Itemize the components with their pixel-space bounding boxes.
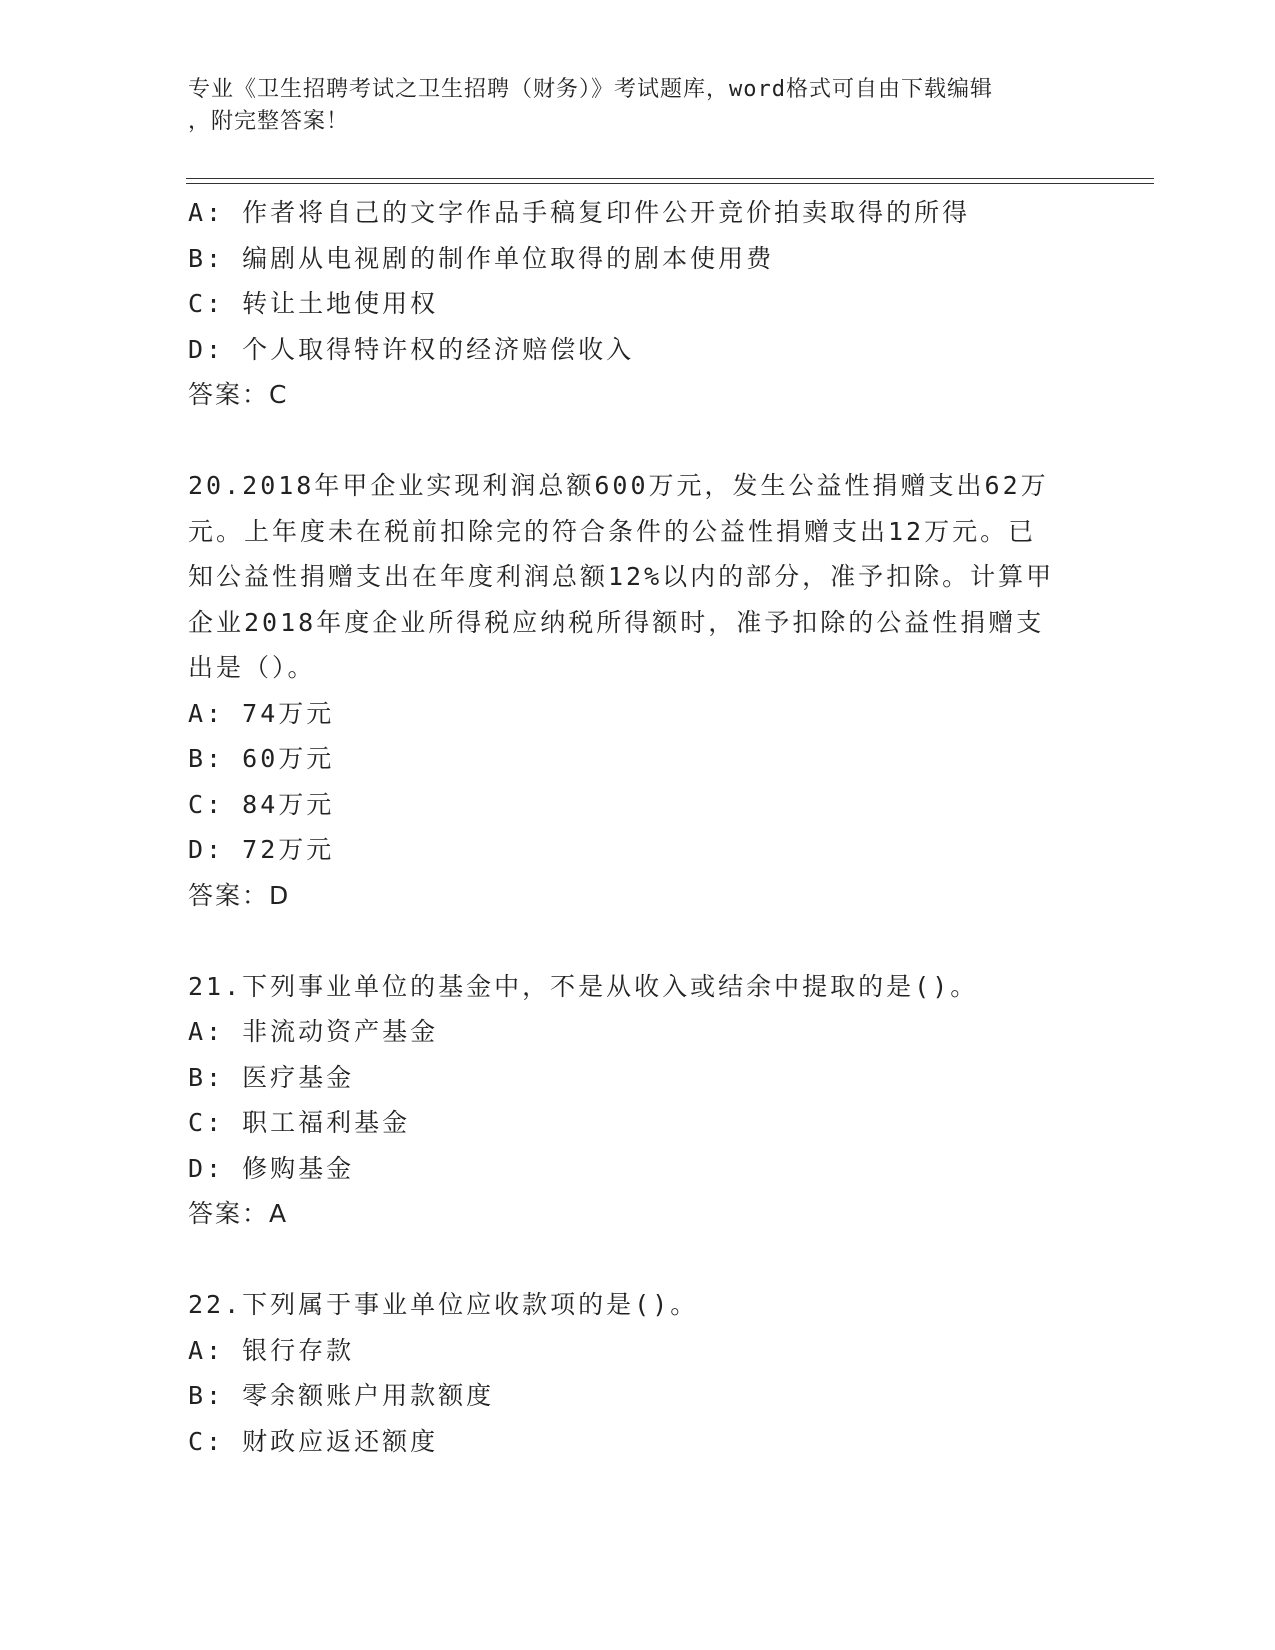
stem-line: 20.2018年甲企业实现利润总额600万元，发生公益性捐赠支出62万	[188, 471, 1049, 500]
header-divider-bottom	[186, 183, 1154, 184]
option-a: A: 74万元	[188, 698, 335, 728]
question-stem	[188, 463, 1088, 691]
answer-line: 答案：D	[188, 880, 291, 910]
header-divider-top	[186, 178, 1154, 179]
stem-line: 知公益性捐赠支出在年度利润总额12%以内的部分，准予扣除。计算甲	[188, 562, 1055, 591]
question-19	[188, 190, 1088, 418]
stem-line: 企业2018年度企业所得税应纳税所得额时，准予扣除的公益性捐赠支	[188, 607, 1045, 637]
option-b: B: 编剧从电视剧的制作单位取得的剧本使用费	[188, 243, 775, 273]
option-b: B: 60万元	[188, 744, 335, 773]
document-header	[188, 74, 1068, 138]
question-stem: 22.下列属于事业单位应收款项的是()。	[188, 1290, 699, 1319]
question-gap	[188, 918, 1088, 964]
question-list	[188, 190, 1088, 1464]
question-gap	[188, 1237, 1088, 1283]
question-20	[188, 463, 1088, 918]
header-line-1: 专业《卫生招聘考试之卫生招聘（财务）》考试题库，word格式可自由下载编辑	[188, 77, 993, 102]
option-b: B: 零余额账户用款额度	[188, 1381, 495, 1410]
stem-line: 元。上年度未在税前扣除完的符合条件的公益性捐赠支出12万元。已	[188, 516, 1037, 546]
answer-line: 答案：A	[188, 1199, 289, 1228]
question-stem: 21.下列事业单位的基金中，不是从收入或结余中提取的是()。	[188, 971, 979, 1001]
option-c: C: 职工福利基金	[188, 1108, 411, 1137]
option-a: A: 非流动资产基金	[188, 1017, 439, 1046]
option-b: B: 医疗基金	[188, 1062, 355, 1092]
option-a: A: 银行存款	[188, 1335, 355, 1365]
option-c: C: 转让土地使用权	[188, 289, 439, 318]
option-d: D: 修购基金	[188, 1153, 355, 1183]
header-line-2: ，附完整答案！	[188, 109, 350, 134]
question-21	[188, 964, 1088, 1237]
option-c: C: 84万元	[188, 789, 335, 819]
option-a: A: 作者将自己的文字作品手稿复印件公开竞价拍卖取得的所得	[188, 198, 971, 227]
answer-line: 答案：C	[188, 380, 289, 409]
question-22	[188, 1282, 1088, 1464]
option-c: C: 财政应返还额度	[188, 1426, 439, 1456]
option-d: D: 个人取得特许权的经济赔偿收入	[188, 334, 635, 364]
question-gap	[188, 418, 1088, 464]
option-d: D: 72万元	[188, 835, 335, 864]
stem-line: 出是（）。	[188, 653, 316, 682]
